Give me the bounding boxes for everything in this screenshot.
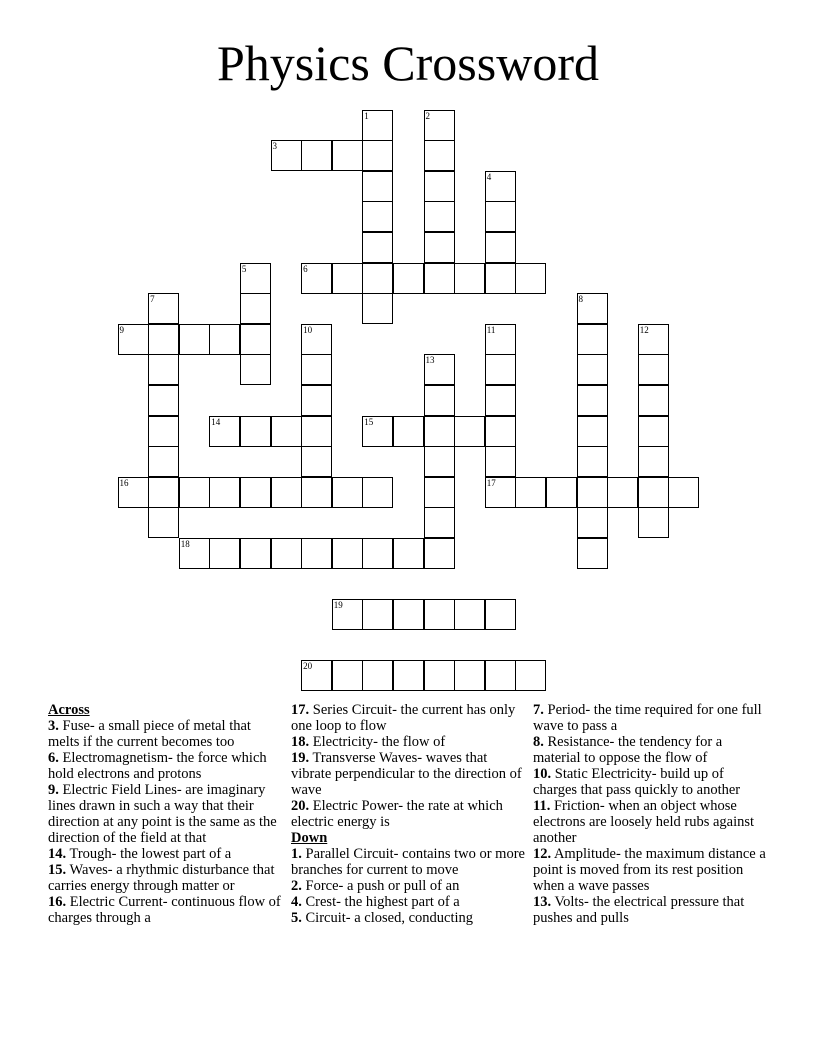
crossword-cell[interactable] — [148, 385, 179, 416]
crossword-cell[interactable] — [668, 477, 699, 508]
clue-number-label: 19. — [291, 750, 310, 766]
crossword-cell[interactable] — [148, 477, 179, 508]
clue-number: 9 — [119, 324, 124, 335]
clue-down — [533, 846, 769, 894]
clue-number-label: 11. — [533, 798, 551, 814]
clue-number-label: 18. — [291, 734, 310, 750]
crossword-cell[interactable] — [332, 263, 363, 294]
crossword-cell[interactable] — [577, 354, 608, 385]
crossword-cell[interactable] — [362, 171, 393, 202]
crossword-cell[interactable] — [638, 477, 669, 508]
crossword-cell[interactable] — [454, 660, 485, 691]
clue-number-label: 12. — [533, 846, 552, 862]
clue-number-label: 15. — [48, 862, 67, 878]
crossword-cell[interactable] — [301, 354, 332, 385]
crossword-cell[interactable] — [148, 507, 179, 538]
crossword-cell[interactable] — [393, 263, 424, 294]
clue-text: Series Circuit- the current has only one loop to flow — [291, 702, 516, 734]
clue-number-label: 4. — [291, 894, 302, 910]
crossword-cell[interactable] — [332, 538, 363, 569]
clue-down — [533, 766, 769, 798]
crossword-cell[interactable] — [638, 446, 669, 477]
crossword-cell[interactable] — [638, 416, 669, 447]
clue-text: Volts- the electrical pressure that pushes and pulls — [533, 894, 745, 926]
crossword-cell[interactable] — [301, 385, 332, 416]
clue-number: 13 — [425, 355, 435, 366]
crossword-cell[interactable] — [179, 477, 210, 508]
clue-number-label: 5. — [291, 910, 302, 926]
crossword-cell[interactable] — [240, 416, 271, 447]
clue-number: 12 — [639, 324, 649, 335]
crossword-cell[interactable] — [179, 324, 210, 355]
crossword-cell[interactable] — [362, 599, 393, 630]
clue-list — [48, 718, 284, 926]
crossword-cell[interactable] — [485, 660, 516, 691]
crossword-cell[interactable] — [577, 538, 608, 569]
clue-number: 3 — [272, 141, 277, 152]
crossword-cell[interactable] — [454, 599, 485, 630]
clue-number: 7 — [150, 294, 155, 305]
clues-column-1 — [48, 702, 284, 926]
crossword-cell[interactable] — [148, 354, 179, 385]
clue-across — [48, 862, 284, 894]
clue-text: Resistance- the tendency for a material to oppose the flow of — [533, 734, 723, 766]
clue-number-label: 2. — [291, 878, 302, 894]
crossword-cell[interactable] — [271, 140, 302, 171]
clue-text: Static Electricity- build up of charges that pass quickly to another — [533, 766, 741, 798]
crossword-cell[interactable] — [485, 324, 516, 355]
clue-across — [48, 750, 284, 782]
clue-text: Waves- a rhythmic disturbance that carries energy through matter or — [48, 862, 275, 894]
crossword-cell[interactable] — [362, 477, 393, 508]
crossword-cell[interactable] — [148, 416, 179, 447]
clue-down — [533, 894, 769, 926]
clue-number: 17 — [486, 477, 496, 488]
crossword-cell[interactable] — [301, 660, 332, 691]
crossword-cell[interactable] — [424, 385, 455, 416]
clue-text: Electromagnetism- the force which hold electrons and protons — [48, 750, 267, 782]
crossword-cell[interactable] — [485, 599, 516, 630]
clue-number-label: 16. — [48, 894, 67, 910]
clue-list — [291, 846, 527, 926]
crossword-cell[interactable] — [209, 324, 240, 355]
clue-number-label: 20. — [291, 798, 310, 814]
clue-text: Amplitude- the maximum distance a point is moved from its rest position when a wave passes — [533, 846, 766, 894]
crossword-cell[interactable] — [577, 477, 608, 508]
clue-text: Trough- the lowest part of a — [66, 846, 232, 862]
crossword-cell[interactable] — [240, 538, 271, 569]
crossword-cell[interactable] — [424, 354, 455, 385]
crossword-cell[interactable] — [485, 354, 516, 385]
crossword-cell[interactable] — [424, 110, 455, 141]
crossword-cell[interactable] — [301, 538, 332, 569]
clue-text: Circuit- a closed, conducting — [301, 910, 474, 926]
crossword-cell[interactable] — [301, 140, 332, 171]
crossword-cell[interactable] — [424, 446, 455, 477]
across-heading: Across — [48, 702, 90, 718]
clue-across — [291, 702, 527, 734]
crossword-cell[interactable] — [332, 477, 363, 508]
crossword-cell[interactable] — [301, 446, 332, 477]
clue-text: Transverse Waves- waves that vibrate perpendicular to the direction of wave — [291, 750, 522, 798]
clue-number: 6 — [303, 263, 308, 274]
clue-number: 18 — [180, 538, 190, 549]
crossword-cell[interactable] — [240, 324, 271, 355]
crossword-cell[interactable] — [515, 660, 546, 691]
crossword-cell[interactable] — [240, 293, 271, 324]
crossword-cell[interactable] — [209, 538, 240, 569]
crossword-cell[interactable] — [454, 416, 485, 447]
crossword-cell[interactable] — [301, 324, 332, 355]
crossword-cell[interactable] — [209, 416, 240, 447]
crossword-cell[interactable] — [424, 140, 455, 171]
clue-across — [48, 894, 284, 926]
crossword-cell[interactable] — [393, 660, 424, 691]
clue-down — [533, 798, 769, 846]
crossword-cell[interactable] — [485, 171, 516, 202]
crossword-cell[interactable] — [485, 263, 516, 294]
crossword-cell[interactable] — [577, 324, 608, 355]
crossword-cell[interactable] — [362, 140, 393, 171]
clue-number: 15 — [364, 416, 374, 427]
clue-list — [533, 702, 769, 926]
crossword-cell[interactable] — [362, 660, 393, 691]
crossword-cell[interactable] — [424, 201, 455, 232]
clue-number: 10 — [303, 324, 313, 335]
crossword-cell[interactable] — [148, 446, 179, 477]
crossword-cell[interactable] — [393, 599, 424, 630]
crossword-cell[interactable] — [301, 416, 332, 447]
crossword-cell[interactable] — [424, 477, 455, 508]
clues-column-2 — [291, 702, 527, 926]
clue-number-label: 17. — [291, 702, 310, 718]
clue-number: 14 — [211, 416, 221, 427]
crossword-cell[interactable] — [424, 416, 455, 447]
clue-number-label: 10. — [533, 766, 552, 782]
crossword-cell[interactable] — [301, 477, 332, 508]
crossword-cell[interactable] — [332, 599, 363, 630]
crossword-cell[interactable] — [607, 477, 638, 508]
crossword-cell[interactable] — [362, 538, 393, 569]
clue-text: Friction- when an object whose electrons are loosely held rubs against another — [533, 798, 755, 846]
clues-column-3 — [533, 702, 769, 926]
clue-across — [48, 782, 284, 846]
clue-number: 4 — [486, 171, 492, 182]
crossword-cell[interactable] — [515, 477, 546, 508]
crossword-cell[interactable] — [362, 263, 393, 294]
crossword-cell[interactable] — [638, 507, 669, 538]
clue-across — [291, 798, 527, 830]
crossword-cell[interactable] — [240, 263, 271, 294]
clue-text: Electric Power- the rate at which electric energy is — [291, 798, 503, 830]
crossword-cell[interactable] — [546, 477, 577, 508]
crossword-cell[interactable] — [393, 538, 424, 569]
crossword-cell[interactable] — [485, 232, 516, 263]
clue-number: 8 — [578, 294, 583, 305]
crossword-cell[interactable] — [485, 446, 516, 477]
crossword-cell[interactable] — [362, 232, 393, 263]
crossword-cell[interactable] — [424, 599, 455, 630]
crossword-cell[interactable] — [240, 477, 271, 508]
crossword-cell[interactable] — [393, 416, 424, 447]
clue-across — [48, 846, 284, 862]
clue-down — [533, 702, 769, 734]
clue-down — [291, 910, 527, 926]
clue-text: Fuse- a small piece of metal that melts if the current becomes too — [48, 718, 251, 750]
page-title: Physics Crossword — [217, 35, 599, 91]
clue-down — [291, 878, 527, 894]
clue-number: 20 — [303, 661, 313, 672]
crossword-cell[interactable] — [454, 263, 485, 294]
clue-number-label: 6. — [48, 750, 59, 766]
clue-across — [291, 750, 527, 798]
crossword-cell[interactable] — [118, 324, 149, 355]
crossword-cell[interactable] — [638, 324, 669, 355]
clue-number: 19 — [333, 600, 343, 611]
clue-down — [533, 734, 769, 766]
crossword-cell[interactable] — [424, 263, 455, 294]
clue-down — [291, 894, 527, 910]
crossword-cell[interactable] — [301, 263, 332, 294]
crossword-cell[interactable] — [424, 232, 455, 263]
clue-number-label: 13. — [533, 894, 552, 910]
crossword-cell[interactable] — [362, 416, 393, 447]
clue-text: Period- the time required for one full wave to pass a — [533, 702, 762, 734]
crossword-cell[interactable] — [577, 446, 608, 477]
crossword-cell[interactable] — [209, 477, 240, 508]
crossword-cell[interactable] — [577, 507, 608, 538]
clue-number-label: 9. — [48, 782, 59, 798]
clue-across — [291, 734, 527, 750]
crossword-cell[interactable] — [424, 507, 455, 538]
clue-number: 1 — [364, 110, 369, 121]
clue-text: Crest- the highest part of a — [301, 894, 460, 910]
crossword-cell[interactable] — [362, 110, 393, 141]
crossword-cell[interactable] — [332, 140, 363, 171]
crossword-cell[interactable] — [577, 293, 608, 324]
crossword-cell[interactable] — [362, 201, 393, 232]
clue-number-label: 14. — [48, 846, 67, 862]
clue-number-label: 8. — [533, 734, 544, 750]
clue-text: Force- a push or pull of an — [301, 878, 460, 894]
clue-number: 16 — [119, 477, 129, 488]
crossword-cell[interactable] — [485, 477, 516, 508]
clue-list — [291, 702, 527, 830]
clue-number-label: 7. — [533, 702, 544, 718]
clue-number: 2 — [425, 110, 430, 121]
crossword-cell[interactable] — [485, 385, 516, 416]
crossword-cell[interactable] — [332, 660, 363, 691]
crossword-cell[interactable] — [515, 263, 546, 294]
clue-text: Electric Field Lines- are imaginary lines drawn in such a way that their direction at any point is the same as the direction of the field at that — [48, 782, 277, 846]
clue-number-label: 1. — [291, 846, 302, 862]
crossword-cell[interactable] — [271, 538, 302, 569]
crossword-cell[interactable] — [485, 201, 516, 232]
crossword-cell[interactable] — [271, 477, 302, 508]
crossword-cell[interactable] — [271, 416, 302, 447]
clue-across — [48, 718, 284, 750]
clue-number: 5 — [241, 263, 247, 274]
crossword-cell[interactable] — [240, 354, 271, 385]
crossword-cell[interactable] — [179, 538, 210, 569]
clue-text: Electricity- the flow of — [309, 734, 446, 750]
crossword-cell[interactable] — [638, 385, 669, 416]
clue-down — [291, 846, 527, 878]
crossword-cell[interactable] — [638, 354, 669, 385]
crossword-cell[interactable] — [577, 416, 608, 447]
clue-text: Parallel Circuit- contains two or more branches for current to move — [291, 846, 525, 878]
clue-number: 11 — [486, 324, 496, 335]
clue-number-label: 3. — [48, 718, 59, 734]
crossword-cell[interactable] — [577, 385, 608, 416]
crossword-cell[interactable] — [424, 538, 455, 569]
crossword-cell[interactable] — [424, 660, 455, 691]
crossword-cell[interactable] — [148, 293, 179, 324]
crossword-cell[interactable] — [424, 171, 455, 202]
clue-text: Electric Current- continuous flow of charges through a — [48, 894, 281, 926]
down-heading: Down — [291, 830, 328, 846]
crossword-cell[interactable] — [362, 293, 393, 324]
crossword-cell[interactable] — [485, 416, 516, 447]
crossword-cell[interactable] — [118, 477, 149, 508]
crossword-cell[interactable] — [148, 324, 179, 355]
